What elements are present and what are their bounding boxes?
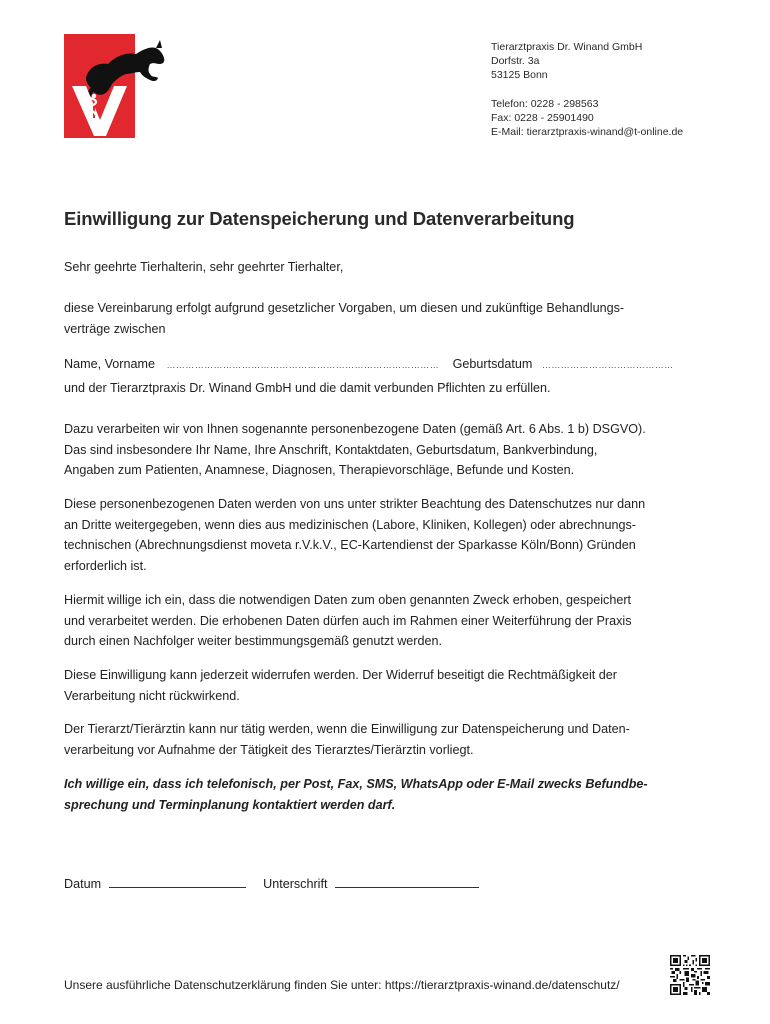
revocation-paragraph: Diese Einwilligung kann jederzeit widerrufen werden. Der Widerruf beseitigt die Rechtmäßigkeit der Verarbeitung nicht rückwirkend. [64,668,617,703]
horse-v-logo-icon [64,34,168,138]
fax: Fax: 0228 - 25901490 [491,111,594,124]
email: E-Mail: tierarztpraxis-winand@t-online.de [491,126,684,139]
date-label: Datum [64,877,102,891]
birthdate-blank[interactable]: …………………………………… [541,360,674,370]
company-name: Tierarztpraxis Dr. Winand GmbH [491,41,643,53]
third-party-paragraph: Diese personenbezogenen Daten werden von uns unter strikter Beachtung des Datenschutzes nur dann an Dritte weitergegeben, wenn dies aus medizinischen (Labore, Kliniken, Kollegen) oder abrechnungs- technischen (Abrechnungsdienst moveta r.V.k.V., EC-Kartendienst der Sparkasse Köln/Bonn) Gründen erforderlich ist. [64,497,646,573]
street: Dorfstr. 3a [491,55,540,68]
intro-paragraph: diese Vereinbarung erfolgt aufgrund gesetzlicher Vorgaben, um diesen und zukünftige Behandlungs- verträge zwischen [64,301,625,336]
salutation: Sehr geehrte Tierhalterin, sehr geehrter Tierhalter, [64,260,344,274]
requirement-paragraph: Der Tierarzt/Tierärztin kann nur tätig werden, wenn die Einwilligung zur Datenspeicherung und Daten- verarbeitung vor Aufnahme der Tätigkeit des Tierarztes/Tierärztin vorliegt. [64,722,630,757]
data-processing-paragraph: Dazu verarbeiten wir von Ihnen sogenannte personenbezogene Daten (gemäß Art. 6 Abs. 1 b) DSGVO). Das sind insbesondere Ihr Name, Ihre Anschrift, Kontaktdaten, Geburtsdatum, Bankverbindung, Angaben zum Patienten, Anamnese, Diagnosen, Therapievorschläge, Befunde und Kosten. [64,422,646,478]
name-label: Name, Vorname [64,357,155,371]
birthdate-label: Geburtsdatum [452,357,533,371]
signature-field[interactable] [335,877,479,888]
date-field[interactable] [109,877,246,888]
signature-label: Unterschrift [263,877,328,891]
qr-code-icon[interactable] [670,955,710,995]
obligation-text: und der Tierarztpraxis Dr. Winand GmbH und die damit verbunden Pflichten zu erfüllen. [64,381,551,395]
signature-line [64,877,479,891]
name-blank[interactable]: …………………………………………………………………………… [166,360,440,370]
city: 53125 Bonn [491,69,548,82]
contact-consent-paragraph: Ich willige ein, dass ich telefonisch, per Post, Fax, SMS, WhatsApp oder E-Mail zwecks Befundbe- sprechung und Terminplanung kontaktiert werden darf. [64,777,648,812]
phone: Telefon: 0228 - 298563 [491,97,599,110]
privacy-footer: Unsere ausführliche Datenschutzerklärung finden Sie unter: https://tierarztpraxis-winand.de/datenschutz/ [64,978,620,992]
practice-logo [64,34,135,138]
practice-address [491,40,683,139]
consent-storage-paragraph: Hiermit willige ich ein, dass die notwendigen Daten zum oben genannten Zweck erhoben, gespeichert und verarbeitet werden. Die erhobenen Daten dürfen auch im Rahmen einer Weiterführung der Praxis durch einen Nachfolger weiter bestimmungsgemäß genutzt werden. [64,593,632,649]
document-title: Einwilligung zur Datenspeicherung und Datenverarbeitung [64,208,575,229]
name-birthdate-fields [64,354,674,375]
